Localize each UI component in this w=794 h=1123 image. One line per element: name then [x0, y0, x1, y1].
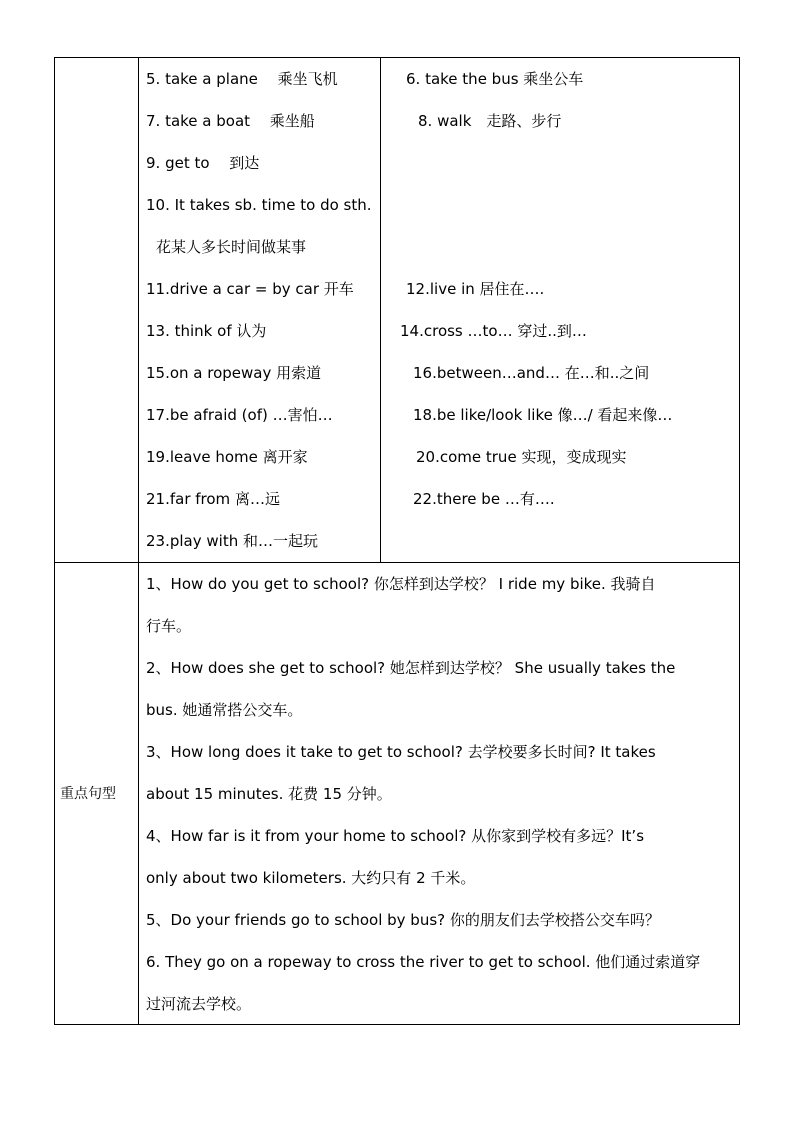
vocab-right-item: 14.cross …to… 穿过..到…	[400, 322, 587, 340]
sentence-line: 2、How does she get to school? 她怎样到达学校？ She usually takes the	[146, 659, 676, 677]
vocab-left-item: 花某人多长时间做某事	[156, 238, 307, 256]
vocab-left-item: 11.drive a car = by car 开车	[146, 280, 354, 298]
vocab-left-item: 15.on a ropeway 用索道	[146, 364, 322, 382]
table-border-left	[54, 57, 55, 1025]
vocab-right-item: 6. take the bus 乘坐公车	[406, 70, 584, 88]
vocab-left-item: 7. take a boat 乘坐船	[146, 112, 315, 130]
table-border-vocab-divider	[380, 57, 381, 562]
sentence-line: bus. 她通常搭公交车。	[146, 701, 303, 719]
table-border-middle	[54, 562, 740, 563]
sentence-line: 行车。	[146, 617, 192, 635]
vocab-right-item: 8. walk 走路、步行	[418, 112, 562, 130]
vocab-left-item: 10. It takes sb. time to do sth.	[146, 196, 372, 214]
table-border-right	[739, 57, 740, 1025]
sentence-line: about 15 minutes. 花费 15 分钟。	[146, 785, 392, 803]
table-border-top	[54, 57, 740, 58]
vocab-right-item: 16.between…and… 在…和..之间	[413, 364, 650, 382]
vocab-left-item: 23.play with 和…一起玩	[146, 532, 318, 550]
sentence-line: 3、How long does it take to get to school? 去学校要多长时间? It takes	[146, 743, 656, 761]
vocab-left-item: 21.far from 离…远	[146, 490, 280, 508]
vocab-right-item: 12.live in 居住在….	[406, 280, 545, 298]
vocab-right-item: 20.come true 实现，变成现实	[416, 448, 627, 466]
section-label-key-sentences: 重点句型	[60, 786, 116, 802]
sentence-line: only about two kilometers. 大约只有 2 千米。	[146, 869, 476, 887]
vocab-left-item: 13. think of 认为	[146, 322, 267, 340]
table-border-bottom	[54, 1024, 740, 1025]
sentence-line: 6. They go on a ropeway to cross the river to get to school. 他们通过索道穿	[146, 953, 701, 971]
sentence-line: 过河流去学校。	[146, 995, 252, 1013]
sentence-line: 5、Do your friends go to school by bus? 你的朋友们去学校搭公交车吗？	[146, 911, 660, 929]
vocab-left-item: 19.leave home 离开家	[146, 448, 308, 466]
vocab-left-item: 5. take a plane 乘坐飞机	[146, 70, 338, 88]
vocab-left-item: 17.be afraid (of) …害怕…	[146, 406, 333, 424]
sentence-line: 4、How far is it from your home to school? 从你家到学校有多远？It’s	[146, 827, 645, 845]
vocab-left-item: 9. get to 到达	[146, 154, 260, 172]
sentence-line: 1、How do you get to school? 你怎样到达学校？ I ride my bike. 我骑自	[146, 575, 656, 593]
table-border-label-divider	[138, 57, 139, 1025]
vocab-right-item: 22.there be …有….	[413, 490, 555, 508]
vocab-right-item: 18.be like/look like 像…/ 看起来像…	[413, 406, 673, 424]
